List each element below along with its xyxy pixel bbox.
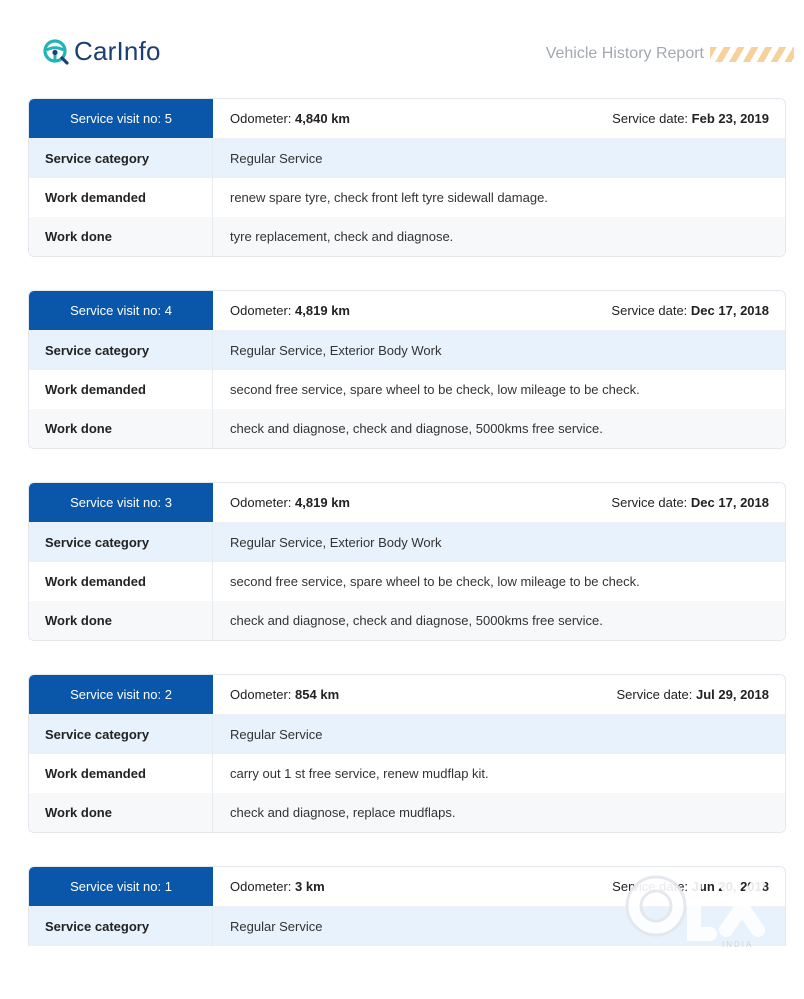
work-demanded-row bbox=[29, 754, 785, 793]
service-visit-number: Service visit no: 3 bbox=[29, 483, 213, 522]
service-category-label: Service category bbox=[29, 331, 213, 370]
work-done-value: check and diagnose, check and diagnose, 5000kms free service. bbox=[230, 421, 603, 436]
service-visit-card bbox=[28, 98, 786, 257]
work-done-label: Work done bbox=[29, 793, 213, 832]
odometer bbox=[213, 687, 617, 702]
work-done-value: check and diagnose, replace mudflaps. bbox=[230, 805, 456, 820]
work-demanded-value: renew spare tyre, check front left tyre sidewall damage. bbox=[230, 190, 548, 205]
service-visit-header bbox=[29, 99, 785, 139]
service-category-label: Service category bbox=[29, 715, 213, 754]
odometer-label: Odometer: bbox=[230, 879, 292, 894]
work-demanded-value: second free service, spare wheel to be check, low mileage to be check. bbox=[230, 574, 640, 589]
service-category-label: Service category bbox=[29, 523, 213, 562]
service-date bbox=[611, 303, 785, 318]
work-done-row bbox=[29, 793, 785, 832]
service-date bbox=[617, 687, 786, 702]
odometer-label: Odometer: bbox=[230, 303, 292, 318]
service-date bbox=[611, 495, 785, 510]
service-category-row bbox=[29, 715, 785, 754]
service-category-label: Service category bbox=[29, 907, 213, 946]
work-demanded-value: second free service, spare wheel to be check, low mileage to be check. bbox=[230, 382, 640, 397]
service-visit-number: Service visit no: 2 bbox=[29, 675, 213, 714]
work-demanded-row bbox=[29, 178, 785, 217]
work-done-label: Work done bbox=[29, 409, 213, 448]
work-done-row bbox=[29, 217, 785, 256]
service-date-value: Feb 23, 2019 bbox=[691, 111, 769, 126]
work-done-label: Work done bbox=[29, 601, 213, 640]
odometer-value: 4,840 km bbox=[295, 111, 350, 126]
service-visit-card bbox=[28, 290, 786, 449]
service-visit-header bbox=[29, 291, 785, 331]
service-visit-number: Service visit no: 4 bbox=[29, 291, 213, 330]
service-date-value: Dec 17, 2018 bbox=[690, 495, 769, 510]
service-category-row bbox=[29, 139, 785, 178]
service-date-value: Jul 29, 2018 bbox=[696, 687, 769, 702]
report-title: Vehicle History Report bbox=[545, 45, 704, 62]
service-category-value: Regular Service bbox=[230, 727, 323, 742]
odometer bbox=[213, 303, 611, 318]
work-done-row bbox=[29, 601, 785, 640]
report-header bbox=[0, 0, 804, 96]
work-demanded-row bbox=[29, 370, 785, 409]
work-done-row bbox=[29, 409, 785, 448]
odometer-label: Odometer: bbox=[230, 111, 292, 126]
service-visit-number: Service visit no: 1 bbox=[29, 867, 213, 906]
service-date-label: Service date: bbox=[612, 879, 689, 894]
odometer bbox=[213, 495, 611, 510]
service-date-label: Service date: bbox=[611, 495, 688, 510]
service-category-row bbox=[29, 331, 785, 370]
odometer bbox=[213, 111, 612, 126]
service-date-value: Jun 20, 2018 bbox=[691, 879, 769, 894]
service-date-label: Service date: bbox=[612, 111, 689, 126]
work-demanded-label: Work demanded bbox=[29, 562, 213, 601]
service-visit-header bbox=[29, 675, 785, 715]
service-date-label: Service date: bbox=[616, 687, 693, 702]
work-demanded-row bbox=[29, 562, 785, 601]
service-category-row bbox=[29, 523, 785, 562]
service-date-value: Dec 17, 2018 bbox=[690, 303, 769, 318]
work-demanded-label: Work demanded bbox=[29, 370, 213, 409]
service-category-value: Regular Service bbox=[230, 919, 323, 934]
service-category-label: Service category bbox=[29, 139, 213, 178]
work-done-value: tyre replacement, check and diagnose. bbox=[230, 229, 454, 244]
service-visits-list bbox=[28, 98, 786, 979]
service-date bbox=[612, 111, 785, 126]
service-category-value: Regular Service, Exterior Body Work bbox=[230, 535, 442, 550]
service-visit-card bbox=[28, 674, 786, 833]
olx-watermark-sub: INDIA bbox=[722, 940, 754, 949]
odometer-value: 4,819 km bbox=[295, 303, 350, 318]
service-date-label: Service date: bbox=[611, 303, 688, 318]
carinfo-logo[interactable] bbox=[42, 36, 161, 67]
service-visit-card bbox=[28, 482, 786, 641]
odometer-value: 4,819 km bbox=[295, 495, 350, 510]
decorative-stripes bbox=[710, 47, 794, 62]
work-done-label: Work done bbox=[29, 217, 213, 256]
odometer-value: 854 km bbox=[295, 687, 340, 702]
steering-wheel-icon bbox=[42, 38, 70, 66]
service-visit-header bbox=[29, 483, 785, 523]
odometer-label: Odometer: bbox=[230, 495, 292, 510]
service-visit-number: Service visit no: 5 bbox=[29, 99, 213, 138]
odometer bbox=[213, 879, 612, 894]
work-demanded-label: Work demanded bbox=[29, 178, 213, 217]
logo-text: CarInfo bbox=[74, 36, 161, 66]
service-category-value: Regular Service bbox=[230, 151, 323, 166]
service-category-value: Regular Service, Exterior Body Work bbox=[230, 343, 442, 358]
odometer-value: 3 km bbox=[295, 879, 325, 894]
work-done-value: check and diagnose, check and diagnose, 5000kms free service. bbox=[230, 613, 603, 628]
odometer-label: Odometer: bbox=[230, 687, 292, 702]
work-demanded-label: Work demanded bbox=[29, 754, 213, 793]
work-demanded-value: carry out 1 st free service, renew mudflap kit. bbox=[230, 766, 489, 781]
